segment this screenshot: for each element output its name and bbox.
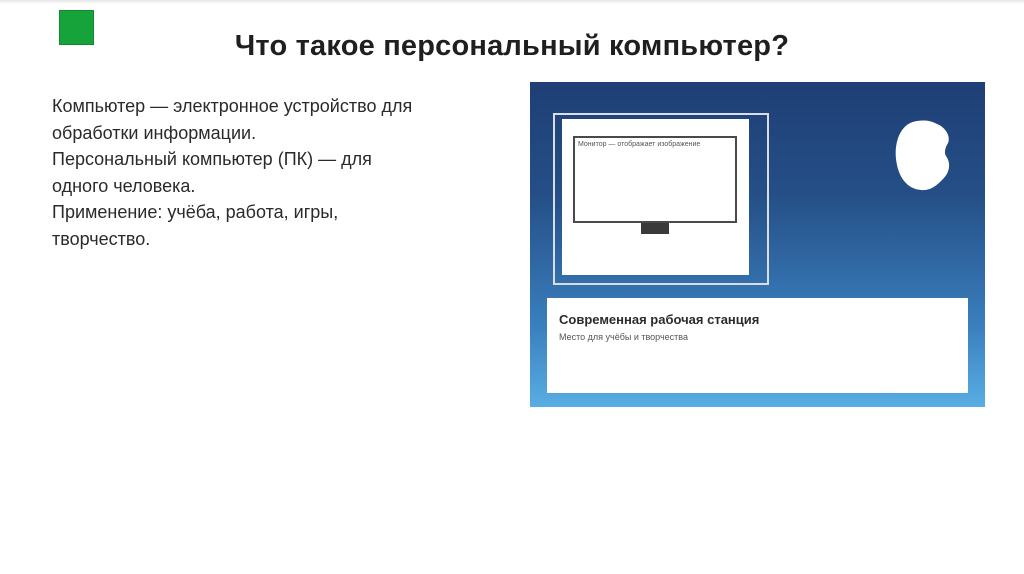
slide-title: Что такое персональный компьютер?	[234, 30, 790, 62]
body-line: одного человека.	[52, 175, 196, 196]
caption-subtitle: Место для учёбы и творчества	[559, 332, 688, 342]
monitor-icon	[573, 136, 737, 223]
body-line: Компьютер — электронное устройство для	[52, 96, 413, 116]
body-line: Применение: учёба, работа, игры,	[52, 202, 339, 222]
body-line: обработки информации.	[52, 122, 257, 143]
white-blob-shape	[893, 119, 951, 192]
caption-card	[547, 298, 968, 393]
workstation-illustration	[530, 82, 985, 407]
slide-top-edge	[0, 0, 1024, 4]
slide-body-text	[52, 93, 502, 252]
body-line: творчество.	[52, 228, 151, 249]
monitor-label: Монитор — отображает изображение	[578, 141, 701, 148]
body-line: Персональный компьютер (ПК) — для	[52, 149, 372, 169]
monitor-stand-icon	[641, 223, 669, 234]
caption-title: Современная рабочая станция	[559, 312, 760, 327]
